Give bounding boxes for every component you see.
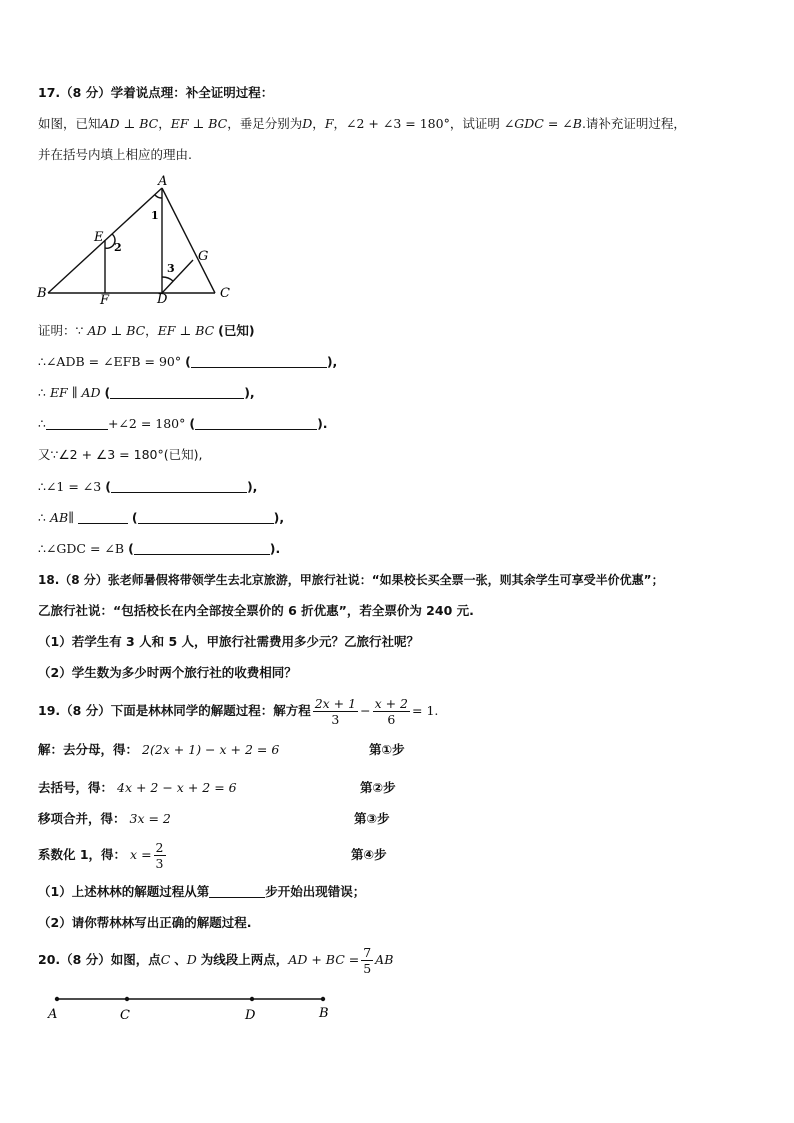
math: AD ⊥ BC	[100, 116, 159, 131]
answer-blank[interactable]	[138, 510, 274, 524]
text: (	[189, 416, 196, 431]
math: AB∥	[49, 510, 74, 525]
text: 去括号，得：	[38, 780, 114, 795]
proof-line-1	[38, 322, 255, 340]
math: AD ⊥ BC	[87, 323, 146, 338]
q19-sub-2: （2）请你帮林林写出正确的解题过程.	[38, 915, 252, 930]
proof-line-4	[38, 415, 328, 433]
math: ∠2 + ∠3 = 180°	[346, 116, 450, 131]
q17-intro-line2: 并在括号内填上相应的理由.	[38, 147, 192, 162]
text: ).	[269, 541, 281, 556]
fraction	[154, 840, 166, 871]
denominator: 5	[363, 961, 372, 976]
answer-blank[interactable]	[111, 479, 247, 493]
q19-step-4	[38, 835, 168, 875]
label-B: B	[319, 1006, 329, 1021]
math: F	[324, 116, 334, 131]
q19-step-4-label: 第④步	[351, 847, 387, 862]
q18-sub-1: （1）若学生有 3 人和 5 人，甲旅行社需费用多少元？乙旅行社呢？	[38, 634, 420, 649]
math: 3x = 2	[129, 811, 171, 826]
q17-figure	[30, 172, 240, 304]
label-C: C	[220, 286, 230, 301]
q20-segment-figure	[40, 990, 340, 1024]
numerator: 7	[363, 945, 372, 960]
label-D: D	[157, 292, 168, 304]
text: 20.（8 分）如图，点	[38, 952, 161, 967]
math: D	[186, 952, 197, 967]
label-B: B	[37, 286, 47, 301]
label-A: A	[48, 1007, 58, 1022]
math: +∠2 = 180°	[107, 416, 186, 431]
answer-blank[interactable]	[209, 884, 265, 898]
text: ),	[273, 510, 285, 525]
q19-step-1	[38, 741, 279, 759]
math: ∠GDC = ∠B	[503, 116, 582, 131]
math: 4x + 2 − x + 2 = 6	[117, 780, 237, 795]
q20-head	[38, 940, 393, 980]
denominator: 3	[331, 712, 340, 727]
math: D	[302, 116, 313, 131]
label-angle-3: 3	[167, 262, 175, 275]
answer-blank[interactable]	[195, 416, 317, 430]
text: ∴	[38, 385, 46, 400]
segment-AC	[162, 188, 215, 293]
text: （1）上述林林的解题过程从第	[38, 884, 210, 899]
proof-line-7	[38, 509, 284, 527]
math: AD + BC =	[288, 952, 360, 967]
q17-title: 17.（8 分）学着说点理：补全证明过程：	[38, 85, 274, 100]
q18-line-2: 乙旅行社说：“包括校长在内全部按全票价的 6 折优惠”，若全票价为 240 元.	[38, 603, 474, 618]
q19-step-3	[38, 810, 171, 828]
math: −	[360, 703, 371, 718]
text: 证明：∵	[38, 323, 84, 338]
label-angle-2: 2	[114, 241, 122, 254]
text: ，试证明	[449, 116, 500, 131]
proof-line-5: 又∵∠2 + ∠3 = 180°(已知),	[38, 447, 203, 462]
q19-step-1-label: 第①步	[369, 742, 405, 757]
q19-sub-1	[38, 883, 365, 901]
text: (	[105, 479, 111, 494]
text: 如图，已知	[38, 116, 101, 131]
text: 步开始出现错误；	[265, 884, 366, 899]
text: 19.（8 分）下面是林林同学的解题过程：解方程	[38, 703, 311, 718]
numerator: x + 2	[374, 696, 409, 711]
text: ，	[333, 116, 347, 131]
q19-head	[38, 691, 438, 731]
text: ∴	[38, 416, 46, 431]
text: 为线段上两点，	[200, 952, 289, 967]
math: EF ⊥ BC	[170, 116, 228, 131]
label-D: D	[245, 1008, 256, 1023]
text: ),	[326, 354, 338, 369]
label-C: C	[120, 1008, 130, 1023]
text: ∴	[38, 510, 46, 525]
text: (已知)	[218, 323, 255, 338]
label-E: E	[94, 230, 104, 245]
text: ).	[317, 416, 328, 431]
text: (	[185, 354, 191, 369]
q18-line-1: 18.（8 分）张老师暑假将带领学生去北京旅游，甲旅行社说：“如果校长买全票一张，则其余学生可享受半价优惠”；	[38, 573, 664, 587]
point-C	[125, 997, 129, 1001]
math: ∴∠ADB = ∠EFB = 90°	[38, 354, 182, 369]
fraction	[361, 945, 373, 976]
answer-blank[interactable]	[78, 510, 128, 524]
math: ∴∠GDC = ∠B	[38, 541, 125, 556]
proof-line-6	[38, 478, 257, 496]
answer-blank[interactable]	[46, 416, 108, 430]
denominator: 3	[155, 856, 164, 871]
q19-step-2-label: 第②步	[360, 780, 396, 795]
answer-blank[interactable]	[134, 541, 270, 555]
numerator: 2x + 1	[314, 696, 357, 711]
text: ，垂足分别为	[227, 116, 303, 131]
point-A	[55, 997, 59, 1001]
math: x =	[130, 847, 152, 862]
text: 移项合并，得：	[38, 811, 126, 826]
q18-sub-2: （2）学生数为多少时两个旅行社的收费相同？	[38, 665, 297, 680]
proof-line-2	[38, 353, 337, 371]
text: (	[128, 541, 134, 556]
text: (	[131, 510, 138, 525]
label-F: F	[100, 293, 110, 304]
fraction	[373, 696, 410, 727]
math: 2(2x + 1) − x + 2 = 6	[142, 742, 280, 757]
text: (	[104, 385, 111, 400]
text: .请补充证明过程，	[581, 116, 686, 131]
math: EF ∥ AD	[49, 385, 101, 400]
text: 解：去分母，得：	[38, 742, 139, 757]
angle-3-arc	[162, 277, 173, 281]
label-G: G	[198, 249, 209, 264]
proof-line-3	[38, 384, 255, 402]
math: ∴∠1 = ∠3	[38, 479, 102, 494]
q19-step-2	[38, 779, 237, 797]
text: 、	[174, 952, 187, 967]
point-D	[250, 997, 254, 1001]
answer-blank[interactable]	[191, 354, 327, 368]
text: ),	[244, 385, 255, 400]
answer-blank[interactable]	[110, 385, 244, 399]
label-A: A	[158, 174, 168, 189]
numerator: 2	[155, 840, 164, 855]
q19-step-3-label: 第③步	[354, 811, 390, 826]
point-B	[321, 997, 325, 1001]
math: EF ⊥ BC	[157, 323, 215, 338]
fraction	[313, 696, 358, 727]
math: C	[160, 952, 171, 967]
text: ),	[246, 479, 258, 494]
q17-intro-line1	[38, 115, 686, 133]
text: ，	[312, 116, 325, 131]
angle-1-arc	[155, 195, 162, 198]
proof-line-8	[38, 540, 280, 558]
text: 系数化 1，得：	[38, 847, 127, 862]
text: ，	[145, 323, 158, 338]
label-angle-1: 1	[151, 209, 159, 222]
text: ，	[158, 116, 171, 131]
math: = 1.	[412, 703, 439, 718]
math: AB	[375, 952, 394, 967]
denominator: 6	[387, 712, 396, 727]
